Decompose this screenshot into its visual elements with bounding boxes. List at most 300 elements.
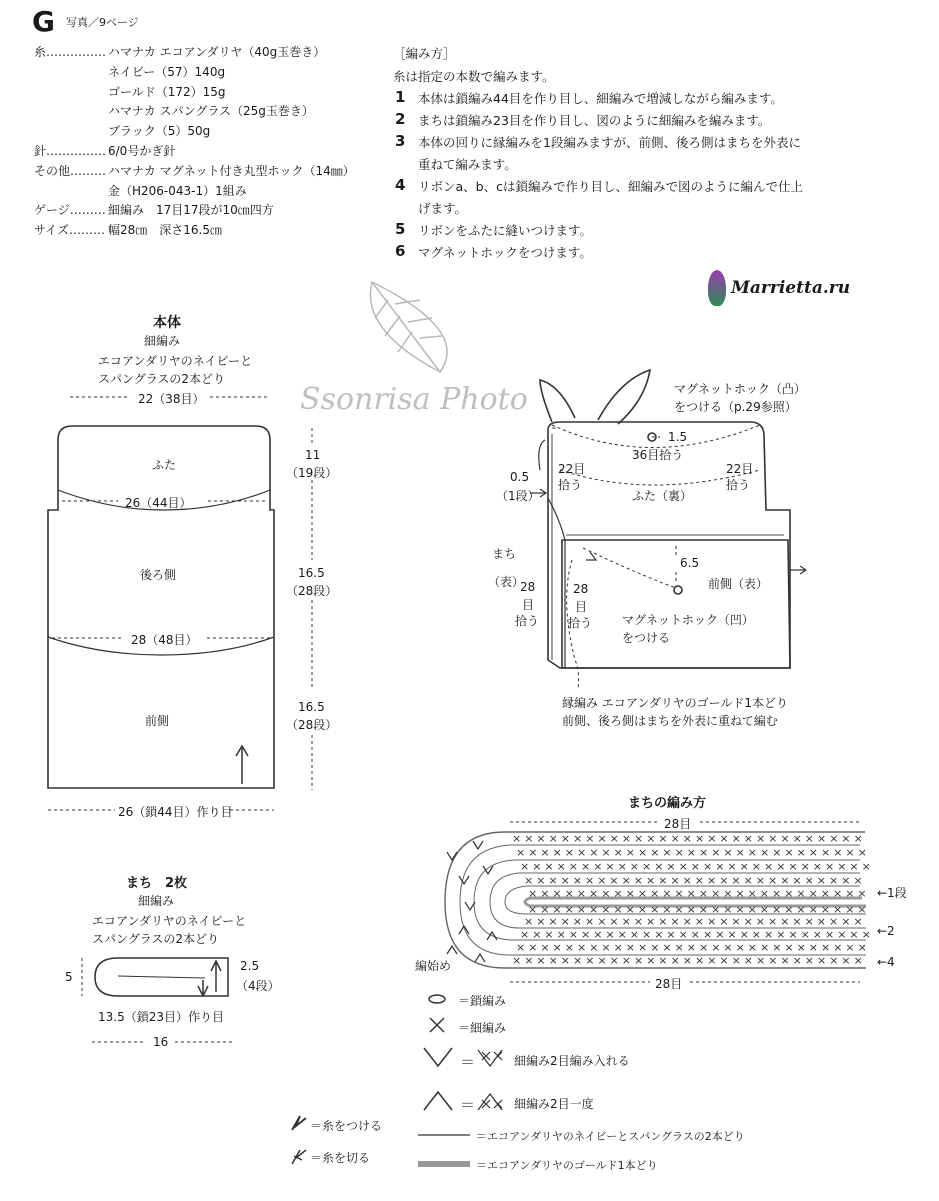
step-text: まちは鎖編み23目を作り目し、図のように細編みを編みます。 [418,113,771,128]
gusset-side: 2.5 [240,959,260,973]
dist-65: 6.5 [680,556,700,570]
body-up-arrow [236,746,248,784]
single-crochet-mark: × [625,903,635,916]
decrease-mark [475,954,485,962]
single-crochet-mark: × [564,887,574,900]
single-crochet-mark: × [857,903,867,916]
single-crochet-mark: × [540,846,550,859]
single-crochet-mark: × [646,915,656,928]
single-crochet-mark: × [808,941,819,954]
increase-detail-icon [478,1050,502,1066]
single-crochet-mark: × [585,874,595,887]
single-crochet-mark: × [772,846,782,859]
magnet-top-label-2: をつける（p.29参照） [674,400,797,414]
gusset-outline [95,958,228,996]
single-crochet-mark: × [747,887,757,900]
decrease-detail-icon [478,1094,502,1110]
single-crochet-mark: × [849,860,859,873]
body-dimension-lines [48,397,312,810]
step-number: 2 [395,110,406,128]
single-crochet-mark: × [650,903,660,916]
single-crochet-mark: × [784,887,794,900]
single-crochet-mark: × [825,928,835,941]
single-crochet-mark: × [812,860,823,873]
step-text: 本体は鎖編み44目を作り目し、細編みで増減しながら編みます。 [418,91,783,106]
single-crochet-mark: × [601,941,611,954]
body-height-2: 16.5 [298,566,325,580]
single-crochet-mark: × [755,874,766,887]
single-crochet-mark: × [613,941,623,954]
single-crochet-mark: × [756,954,766,967]
gusset-yarn-1: エコアンダリヤのネイビーと [92,914,247,928]
single-crochet-mark: × [731,915,741,928]
chart-start-label: 編始め [415,959,452,973]
single-crochet-mark: × [540,887,550,900]
single-crochet-mark: × [695,832,705,845]
single-crochet-mark: × [686,846,697,859]
single-crochet-mark: × [536,915,546,928]
single-crochet-mark: × [768,954,778,967]
single-crochet-mark: × [715,860,725,873]
single-crochet-mark: × [633,915,644,928]
front-outside-label: 前側（表） [708,577,769,591]
step-text-continued: 重ねて編みます。 [418,157,517,172]
single-crochet-mark: × [568,860,579,873]
legend-inc-eq: ＝ [460,1053,476,1071]
single-crochet-mark: × [609,832,619,845]
body-top-width: 22（38目） [138,392,205,406]
edge-05: 0.5 [510,470,530,484]
step-number: 6 [395,242,406,260]
single-crochet-mark: × [634,832,644,845]
single-crochet-mark: × [841,832,851,845]
flap-inside-label: ふた（裏） [632,489,693,503]
body-height-3-rows: （28段） [286,718,338,732]
single-crochet-mark: × [633,874,644,887]
single-crochet-mark: × [768,874,778,887]
gusset-outside-1: まち [492,547,517,561]
single-crochet-mark: × [735,941,745,954]
single-crochet-mark: × [816,915,827,928]
material-label: 針…………… [34,144,107,158]
edge-rows: （1段） [496,489,540,503]
legend-inc-desc: 細編み2目編み入れる [514,1054,630,1068]
single-crochet-mark: × [540,941,550,954]
single-crochet-mark: × [524,954,534,967]
single-crochet-mark: × [800,928,810,941]
single-crochet-mark: × [572,874,583,887]
step-text-continued: げます。 [418,201,468,216]
single-crochet-mark: × [613,887,623,900]
single-crochet-mark: × [743,832,754,845]
single-crochet-mark: × [556,860,566,873]
single-crochet-mark: × [666,928,676,941]
single-crochet-mark: × [796,941,806,954]
single-crochet-mark: × [548,832,558,845]
single-crochet-mark: × [829,874,839,887]
single-crochet-mark: × [662,846,672,859]
single-crochet-mark: × [524,915,534,928]
single-crochet-mark: × [755,915,766,928]
left-22-a: 22目 [558,462,586,476]
step-text: リボンa、b、cは鎖編みで作り目し、細編みで図のように編んで仕上 [418,179,803,194]
material-value: ネイビー（57）140g [108,64,226,79]
body-height-3: 16.5 [298,700,325,714]
gusset-base: 13.5（鎖23目）作り目 [98,1010,224,1024]
single-crochet-mark: × [800,860,810,873]
single-crochet-mark: × [625,941,636,954]
single-crochet-mark: × [833,941,843,954]
single-crochet-mark: × [548,954,558,967]
single-crochet-mark: × [585,954,595,967]
single-crochet-mark: × [715,928,725,941]
single-crochet-mark: × [719,832,729,845]
single-crochet-mark: × [544,860,554,873]
single-crochet-mark: × [601,903,611,916]
single-crochet-mark: × [853,915,863,928]
single-crochet-mark: × [576,903,587,916]
single-crochet-mark: × [804,832,815,845]
single-crochet-mark: × [723,941,733,954]
photo-watermark: Ssonrisa Photo [300,382,528,417]
decrease-mark [447,946,457,954]
single-crochet-mark: × [747,846,758,859]
body-back-bottom: 28（48目） [131,633,198,647]
single-crochet-mark: × [621,874,631,887]
single-crochet-mark: × [577,846,587,859]
single-crochet-mark: × [658,874,668,887]
body-flap-label: ふた [152,458,177,472]
single-crochet-mark: × [601,846,611,859]
single-crochet-mark: × [658,954,668,967]
single-crochet-mark: × [589,846,599,859]
single-crochet-mark: × [617,860,627,873]
pick-28-right-b: 目 [575,600,588,614]
single-crochet-mark: × [788,928,798,941]
single-crochet-mark: × [853,954,863,967]
material-value: 6/0号かぎ針 [108,144,176,158]
gusset-height: 5 [65,970,73,984]
single-crochet-mark: × [768,915,778,928]
material-label: ゲージ……… [34,203,106,218]
single-crochet-mark: × [780,915,790,928]
increase-mark [459,876,469,884]
single-crochet-mark: × [699,846,709,859]
single-crochet-mark: × [841,954,851,967]
single-crochet-mark: × [686,887,696,900]
single-crochet-mark: × [520,928,530,941]
single-crochet-mark: × [821,941,831,954]
legend-chain: ＝鎖編み [458,994,507,1008]
single-crochet-mark: × [841,915,851,928]
step-text: リボンをふたに縫いつけます。 [418,223,593,238]
single-crochet-mark: × [739,860,749,873]
decrease-symbol-icon [424,1092,452,1110]
single-crochet-mark: × [512,954,522,967]
single-crochet-mark: × [536,874,546,887]
single-crochet-mark: × [613,903,623,916]
single-crochet-mark: × [804,874,814,887]
single-crochet-mark: × [552,887,562,900]
single-crochet-mark: × [723,887,733,900]
single-crochet-mark: × [739,928,749,941]
material-label: 糸…………… [34,45,107,59]
single-crochet-mark: × [829,954,839,967]
body-height-1: 11 [305,448,321,462]
single-crochet-mark: × [670,915,680,928]
single-crochet-mark: × [772,941,782,954]
single-crochet-mark: × [674,846,684,859]
body-front-label: 前側 [145,714,170,728]
single-crochet-mark: × [609,954,619,967]
increase-symbol-icon [424,1048,452,1066]
chart-title: まちの編み方 [628,796,707,811]
body-yarn-2: スパングラスの2本どり [98,372,226,386]
edging-note-1: 縁編み エコアンダリヤのゴールド1本どり [562,696,789,710]
single-crochet-mark: × [597,874,607,887]
single-crochet-mark: × [833,887,843,900]
photo-reference: 写真／9ページ [66,16,139,29]
single-crochet-mark: × [845,903,855,916]
single-crochet-mark: × [817,832,827,845]
single-crochet-mark: × [829,915,839,928]
single-crochet-mark: × [654,928,664,941]
single-crochet-mark: × [646,954,656,967]
single-crochet-mark: × [658,915,668,928]
single-crochet-mark: × [690,928,701,941]
single-crochet-mark: × [524,874,534,887]
single-crochet-mark: × [723,903,733,916]
single-crochet-mark: × [528,941,538,954]
single-crochet-mark: × [719,915,729,928]
single-crochet-mark: × [829,832,839,845]
single-crochet-mark: × [768,832,778,845]
gusset-outside-2: （表） [488,575,525,589]
single-crochet-mark: × [544,928,554,941]
chart-row-2: ←2 [877,924,895,938]
single-crochet-mark: × [625,846,636,859]
pick-28-left-a: 28 [520,580,536,594]
dist-top: 1.5 [668,430,688,444]
chart-row-1: ←1段 [877,886,907,900]
single-crochet-mark: × [776,860,786,873]
single-crochet-mark: × [512,832,522,845]
body-title: 本体 [153,315,181,331]
increase-mark [483,866,493,874]
single-crochet-mark: × [674,941,684,954]
single-crochet-mark: × [637,887,648,900]
single-crochet-mark: × [759,903,770,916]
single-crochet-mark: × [695,954,705,967]
single-crochet-mark: × [780,832,790,845]
single-crochet-mark: × [548,915,558,928]
single-crochet-mark: × [707,954,717,967]
step-number: 3 [395,132,406,150]
single-crochet-mark: × [808,887,818,900]
site-name: Marrietta.ru [731,278,851,298]
material-label: その他……… [34,163,107,178]
body-flap-bottom: 26（44目） [125,496,192,510]
gusset-yarn-2: スパングラスの2本どり [92,932,220,946]
single-crochet-mark: × [585,915,595,928]
pick-28-left-c: 拾う [515,614,540,628]
single-crochet-mark: × [747,903,757,916]
single-crochet-mark: × [808,846,819,859]
single-crochet-mark: × [634,954,644,967]
gusset-title: まち 2枚 [126,876,188,891]
single-crochet-mark: × [845,846,855,859]
material-label: サイズ……… [34,223,106,238]
single-crochet-mark: × [760,941,770,954]
single-crochet-mark: × [532,860,542,873]
single-crochet-mark: × [589,887,599,900]
chart-bottom-count: 28目 [655,977,683,991]
single-crochet-mark: × [536,954,546,967]
single-crochet-mark: × [861,860,871,873]
single-crochet-mark: × [564,941,575,954]
single-crochet-mark: × [650,846,660,859]
increase-mark [473,841,483,849]
instructions-intro: 糸は指定の本数で編みます。 [393,69,555,84]
body-back-label: 後ろ側 [140,568,177,582]
single-crochet-mark: × [816,874,827,887]
single-crochet-mark: × [711,941,721,954]
single-crochet-mark: × [573,954,583,967]
single-crochet-mark: × [621,954,632,967]
legend-dec-desc: 細編み2目一度 [514,1097,594,1111]
single-crochet-mark: × [638,941,648,954]
single-crochet-mark: × [662,903,672,916]
single-crochet-mark: × [686,903,696,916]
legend-navy: ＝エコアンダリヤのネイビーとスパングラスの2本どり [476,1130,745,1143]
step-number: 1 [395,88,406,106]
single-crochet-mark: × [682,874,692,887]
chart-top-count: 28目 [664,817,692,831]
right-22-b: 拾う [726,478,751,492]
single-crochet-mark: × [743,874,753,887]
single-crochet-mark: × [601,887,611,900]
single-crochet-mark: × [698,903,709,916]
single-crochet-icon [430,1018,444,1032]
single-crochet-mark: × [711,903,721,916]
magnet-bottom-label-2: をつける [622,631,671,645]
single-crochet-mark: × [621,915,631,928]
single-crochet-mark: × [760,846,770,859]
single-crochet-mark: × [825,860,835,873]
single-crochet-mark: × [564,903,574,916]
single-crochet-mark: × [629,860,640,873]
single-crochet-mark: × [593,928,603,941]
single-crochet-mark: × [609,874,619,887]
single-crochet-mark: × [837,928,847,941]
pick-28-right-c: 拾う [568,616,593,630]
material-value: ハマナカ スパングラス（25g玉巻き） [108,104,314,119]
single-crochet-mark: × [670,954,680,967]
single-crochet-mark: × [796,887,806,900]
single-crochet-mark: × [751,860,762,873]
single-crochet-mark: × [731,954,741,967]
single-crochet-mark: × [820,887,831,900]
gusset-dimension-lines [82,958,235,1042]
single-crochet-mark: × [560,832,571,845]
single-crochet-mark: × [528,903,538,916]
single-crochet-mark: × [845,941,855,954]
gusset-stitch: 細編み [138,894,175,908]
single-crochet-mark: × [821,846,831,859]
single-crochet-mark: × [804,915,814,928]
single-crochet-mark: × [849,928,859,941]
step-number: 5 [395,220,406,238]
single-crochet-mark: × [784,903,794,916]
single-crochet-mark: × [772,887,782,900]
single-crochet-mark: × [808,903,818,916]
pick-28-left-b: 目 [522,598,535,612]
step-text: 本体の回りに縁編みを1段編みますが、前側、後ろ側はまちを外表に [418,135,801,150]
material-value: ハマナカ マグネット付き丸型ホック（14㎜） [108,163,355,178]
single-crochet-mark: × [564,846,575,859]
single-crochet-mark: × [581,928,591,941]
single-crochet-mark: × [841,874,851,887]
magnet-top-label-1: マグネットホック（凸） [674,382,806,396]
single-crochet-mark: × [597,954,607,967]
single-crochet-mark: × [857,846,867,859]
single-crochet-mark: × [707,915,717,928]
chain-stitch-icon [429,995,445,1003]
single-crochet-mark: × [747,941,758,954]
single-crochet-mark: × [605,860,615,873]
single-crochet-mark: × [792,915,802,928]
body-height-1-rows: （19段） [286,466,338,480]
single-crochet-mark: × [731,874,741,887]
single-crochet-mark: × [719,874,729,887]
single-crochet-mark: × [670,832,680,845]
single-crochet-mark: × [792,832,802,845]
single-crochet-mark: × [589,941,599,954]
attach-yarn-icon [292,1116,306,1130]
body-yarn-1: エコアンダリヤのネイビーと [98,354,253,368]
single-crochet-mark: × [751,928,762,941]
single-crochet-mark: × [638,846,648,859]
single-crochet-mark: × [703,928,713,941]
single-crochet-mark: × [548,874,558,887]
single-crochet-mark: × [560,954,571,967]
single-crochet-mark: × [833,846,843,859]
cut-yarn-icon [292,1150,306,1164]
material-value: ゴールド（172）15g [108,84,226,99]
single-crochet-mark: × [577,941,587,954]
single-crochet-mark: × [528,846,538,859]
body-bottom-chain: 26（鎖44目）作り目 [118,805,233,819]
single-crochet-mark: × [674,887,684,900]
single-crochet-mark: × [804,954,815,967]
single-crochet-mark: × [735,846,745,859]
single-crochet-mark: × [662,887,672,900]
single-crochet-mark: × [662,941,672,954]
single-crochet-mark: × [568,928,579,941]
chart-row-4: ←4 [877,955,895,969]
single-crochet-mark: × [678,928,688,941]
single-crochet-mark: × [646,874,656,887]
single-crochet-mark: × [817,954,827,967]
single-crochet-mark: × [796,903,806,916]
single-crochet-mark: × [556,928,566,941]
single-crochet-mark: × [532,928,542,941]
single-crochet-mark: × [776,928,786,941]
legend-gold: ＝エコアンダリヤのゴールド1本どり [476,1159,658,1172]
single-crochet-mark: × [727,928,737,941]
single-crochet-mark: × [560,915,570,928]
single-crochet-mark: × [837,860,847,873]
